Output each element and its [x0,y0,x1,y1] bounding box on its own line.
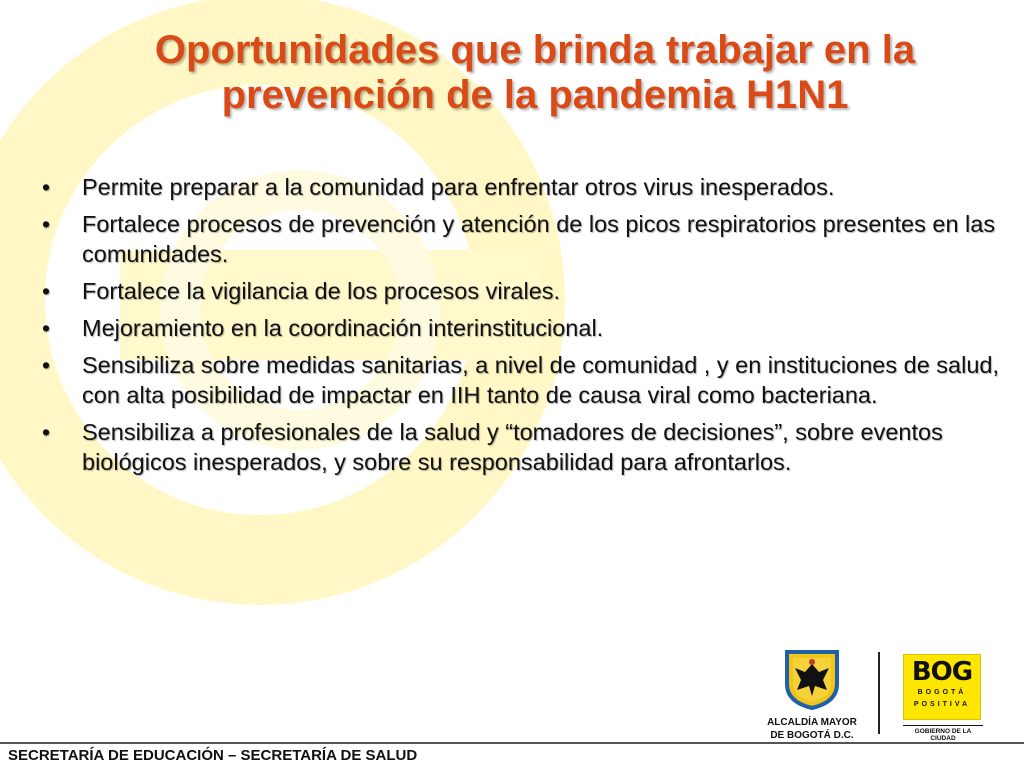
slide-title [70,28,1000,118]
title-line-2: prevención de la pandemia H1N1 [221,73,849,117]
bullet-item [40,350,1000,410]
bullet-dot: • [42,211,51,237]
bullet-dot: • [42,278,51,304]
footer-text: SECRETARÍA DE EDUCACIÓN – SECRETARÍA DE SALUD [8,747,418,764]
bullet-dot: • [42,174,51,200]
bullet-item [40,209,1000,269]
footer-rule [0,742,1024,744]
bullet-text: Sensibiliza a profesionales de la salud y “tomadores de decisiones”, sobre eventos biológicos inesperados, y sobre su responsabilidad para afrontarlos. [82,419,943,475]
bog-footer-text: GOBIERNO DE LA CIUDAD [903,725,983,742]
bullet-text: Sensibiliza sobre medidas sanitarias, a nivel de comunidad , y en instituciones de salud, con alta posibilidad de impactar en IIH tanto de causa viral como bacteriana. [82,352,1000,408]
bullet-item [40,417,1000,477]
bullet-dot: • [42,352,51,378]
alcaldia-line-1: ALCALDÍA MAYOR [767,717,857,728]
bogota-positiva-logo [903,654,983,742]
bullet-dot: • [42,315,51,341]
bogota-shield-icon [785,650,839,710]
bullet-text: Fortalece procesos de prevención y atención de los picos respiratorios presentes en las comunidades. [82,211,996,267]
alcaldia-line-2: DE BOGOTÁ D.C. [770,730,854,741]
bog-wordmark: BOG [911,657,973,687]
bullet-text: Mejoramiento en la coordinación interinstitucional. [82,315,604,341]
bullet-text: Fortalece la vigilancia de los procesos virales. [82,278,561,304]
bullet-item [40,172,1000,202]
bog-line-2: POSITIVA [913,701,971,708]
logo-divider [878,652,880,734]
bog-logo-box [903,654,981,720]
bullet-item [40,276,1000,306]
bullet-item [40,313,1000,343]
bullet-text: Permite preparar a la comunidad para enfrentar otros virus inesperados. [82,174,835,200]
bullet-list [40,172,1000,484]
alcaldia-logo [752,650,872,740]
bog-line-1: BOGOTÁ [917,689,967,696]
bullet-dot: • [42,419,51,445]
title-line-1: Oportunidades que brinda trabajar en la [154,28,916,72]
